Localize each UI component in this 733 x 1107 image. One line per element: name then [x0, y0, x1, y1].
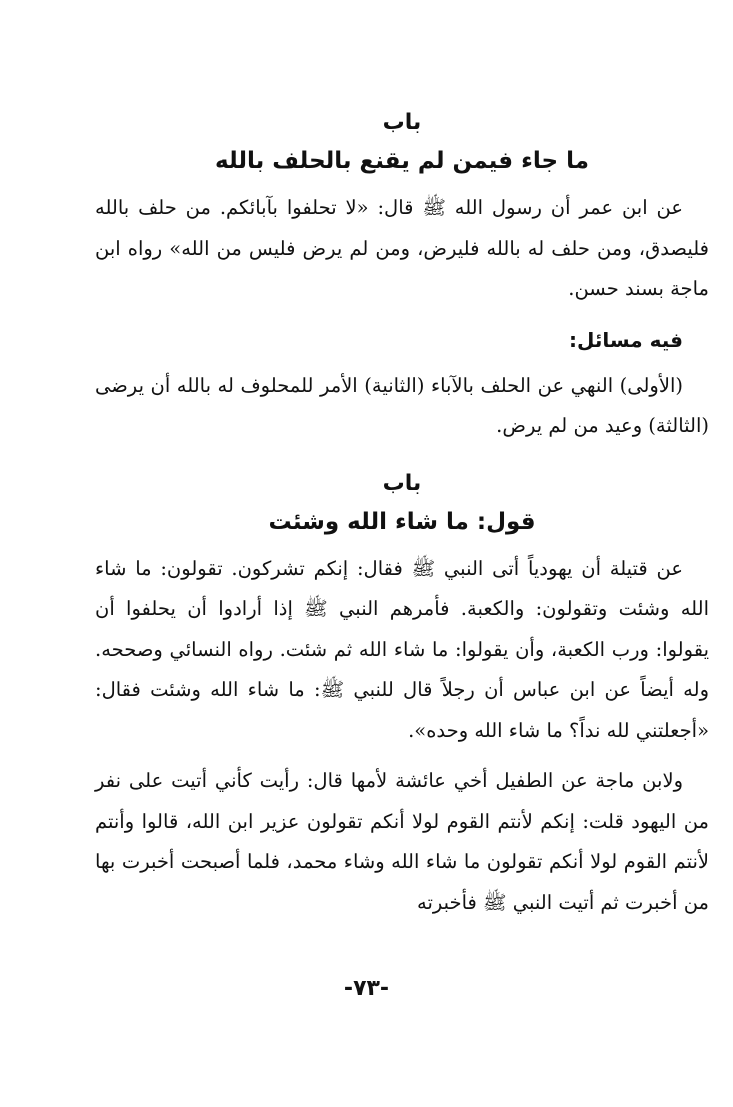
- page-number: -٧٣-: [343, 976, 390, 1001]
- masail-label: فيه مسائل:: [569, 327, 683, 352]
- masail-paragraph: (الأولى) النهي عن الحلف بالآباء (الثانية) الأمر للمحلوف له بالله أن يرضى (الثالثة) وعيد من لم يرض.: [95, 373, 709, 437]
- chapter-title-2: قول: ما شاء الله وشئت: [268, 508, 536, 535]
- hadith-paragraph: عن ابن عمر أن رسول الله ﷺ قال: «لا تحلفوا بآبائكم. من حلف بالله فليصدق، ومن حلف له بالله فليرض، ومن لم يرض فليس من الله» رواه ابن ماجة بسند حسن.: [95, 196, 710, 300]
- section-gap: [95, 457, 709, 461]
- chapter-bab-heading: باب: [382, 110, 422, 135]
- hadith-paragraph-3: ولابن ماجة عن الطفيل أخي عائشة لأمها قال: رأيت كأني أتيت على نفر من اليهود قلت: إنكم لأنتم القوم لولا أنكم تقولون عزير ابن الله، قالوا وأنتم لأنتم القوم لولا أنكم تقولون ما شاء الله وشاء محمد، فلما أصبحت أخبرت بها من أخبرت ثم أتيت النبي ﷺ فأخبرته: [95, 769, 709, 914]
- chapter-bab-heading-2: باب: [382, 470, 422, 496]
- hadith-paragraph-2: عن قتيلة أن يهودياً أتى النبي ﷺ فقال: إنكم تشركون. تقولون: ما شاء الله وشئت وتقولون: والكعبة. فأمرهم النبي ﷺ إذا أرادوا أن يحلفوا أن يقولوا: ورب الكعبة، وأن يقولوا: ما شاء الله ثم شئت. رواه النسائي وصححه. وله أيضاً عن ابن عباس أن رجلاً قال للنبي ﷺ: ما شاء الله وشئت فقال: «أجعلتني لله نداً؟ ما شاء الله وحده».: [95, 556, 709, 742]
- chapter-title: ما جاء فيمن لم يقنع بالحلف بالله: [215, 148, 589, 174]
- book-page: [95, 100, 709, 933]
